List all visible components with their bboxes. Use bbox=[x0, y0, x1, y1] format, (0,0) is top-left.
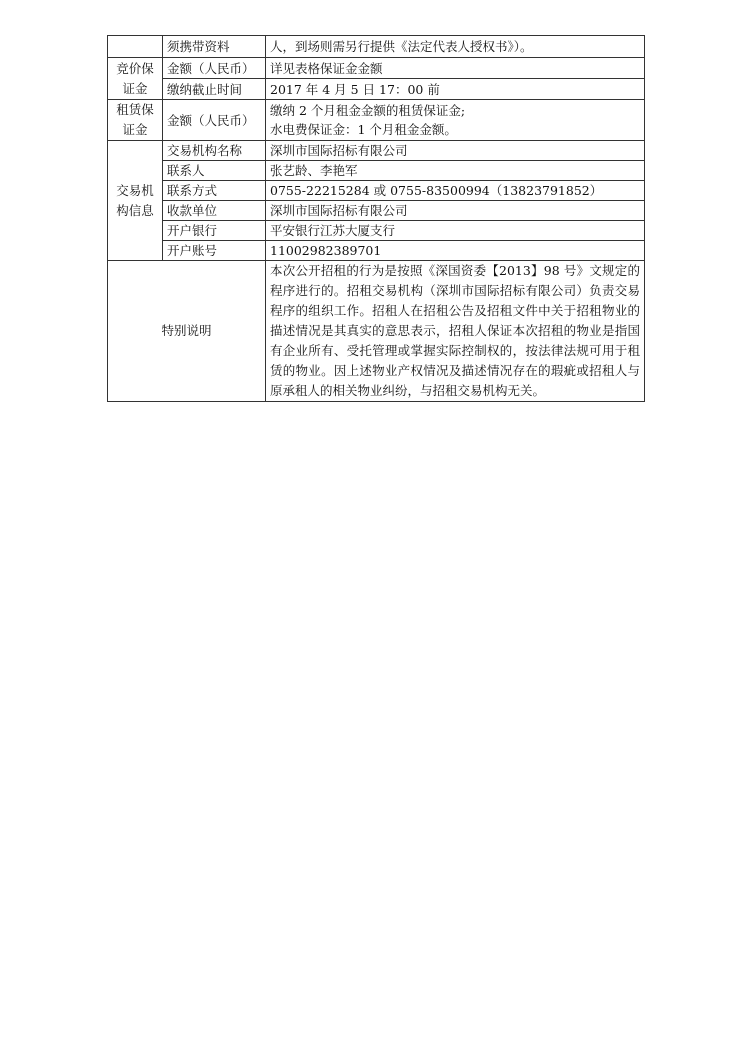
materials-category-cell bbox=[108, 36, 163, 58]
agency-label: 联系人 bbox=[163, 161, 266, 181]
bid-deposit-amount-row bbox=[108, 58, 645, 79]
agency-row bbox=[108, 221, 645, 241]
agency-row bbox=[108, 201, 645, 221]
materials-value: 人，到场则需另行提供《法定代表人授权书》）。 bbox=[266, 36, 645, 58]
special-note-label: 特别说明 bbox=[108, 261, 266, 402]
agency-row bbox=[108, 241, 645, 261]
lease-deposit-line-2: 水电费保证金：1 个月租金金额。 bbox=[270, 122, 457, 137]
agency-value: 11002982389701 bbox=[266, 241, 645, 261]
bid-deposit-deadline-row bbox=[108, 79, 645, 100]
bid-deposit-deadline-value: 2017 年 4 月 5 日 17：00 前 bbox=[266, 79, 645, 100]
lease-deposit-line-1: 缴纳 2 个月租金金额的租赁保证金; bbox=[270, 103, 466, 118]
special-note-text: 本次公开招租的行为是按照《深国资委【2013】98 号》文规定的程序进行的。招租交易机构（深圳市国际招标有限公司）负责交易程序的组织工作。招租人在招租公告及招租文件中关于招租物业的描述情况是其真实的意思表示，招租人保证本次招租的物业是指国有企业所有、受托管理或掌握实际控制权的，按法律法规可用于租赁的物业。因上述物业产权情况及描述情况存在的瑕疵或招租人与原承租人的相关物业纠纷，与招租交易机构无关。 bbox=[266, 261, 645, 402]
lease-deposit-category: 租赁保证金 bbox=[108, 100, 163, 141]
bid-deposit-category: 竞价保证金 bbox=[108, 58, 163, 100]
agency-row bbox=[108, 181, 645, 201]
agency-value: 0755-22215284 或 0755-83500994（13823791852） bbox=[266, 181, 645, 201]
agency-label: 交易机构名称 bbox=[163, 141, 266, 161]
materials-label: 须携带资料 bbox=[163, 36, 266, 58]
agency-label: 开户账号 bbox=[163, 241, 266, 261]
agency-category: 交易机构信息 bbox=[108, 141, 163, 261]
agency-label: 开户银行 bbox=[163, 221, 266, 241]
bid-deposit-amount-label: 金额（人民币） bbox=[163, 58, 266, 79]
agency-label: 联系方式 bbox=[163, 181, 266, 201]
materials-row bbox=[108, 36, 645, 58]
lease-deposit-row bbox=[108, 100, 645, 141]
lease-deposit-amount-value bbox=[266, 100, 645, 141]
agency-row bbox=[108, 161, 645, 181]
bid-deposit-deadline-label: 缴纳截止时间 bbox=[163, 79, 266, 100]
agency-row bbox=[108, 141, 645, 161]
lease-deposit-amount-label: 金额（人民币） bbox=[163, 100, 266, 141]
agency-value: 深圳市国际招标有限公司 bbox=[266, 141, 645, 161]
tender-info-table bbox=[107, 35, 645, 402]
agency-value: 张艺龄、李艳军 bbox=[266, 161, 645, 181]
bid-deposit-amount-value: 详见表格保证金金额 bbox=[266, 58, 645, 79]
agency-label: 收款单位 bbox=[163, 201, 266, 221]
special-note-row bbox=[108, 261, 645, 402]
agency-value: 深圳市国际招标有限公司 bbox=[266, 201, 645, 221]
agency-value: 平安银行江苏大厦支行 bbox=[266, 221, 645, 241]
